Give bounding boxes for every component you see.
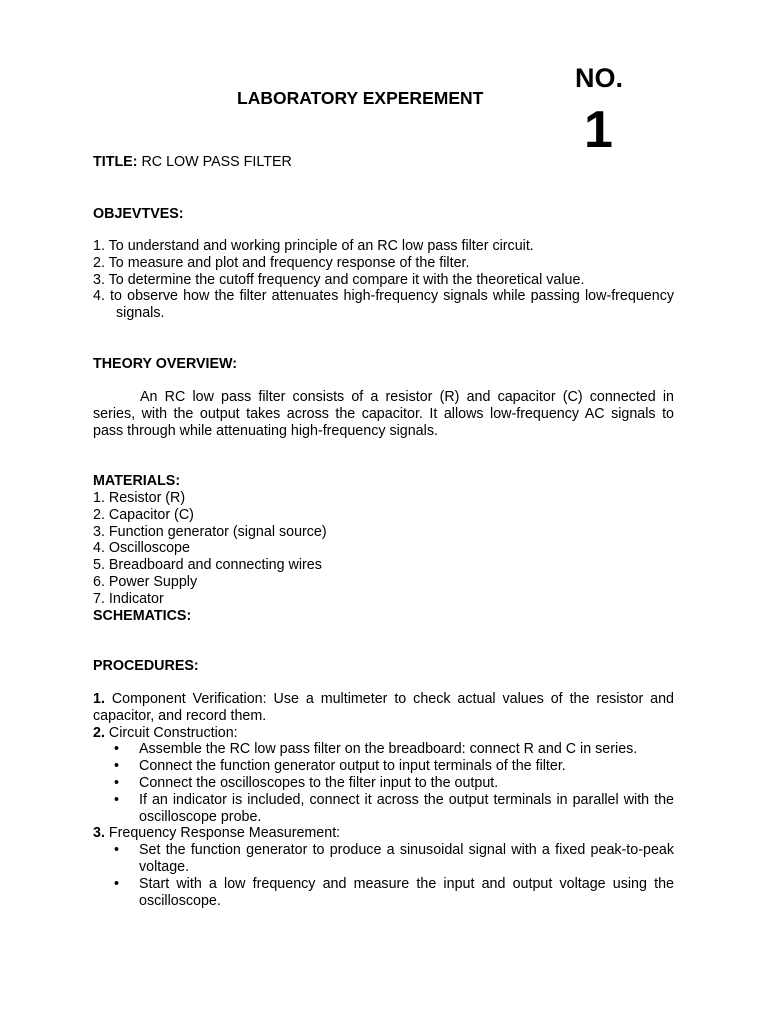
objectives-heading: OBJEVTVES:	[93, 206, 184, 222]
experiment-number-label: NO.	[575, 63, 624, 93]
bullet-text: Assemble the RC low pass filter on the breadboard: connect R and C in series.	[139, 741, 638, 758]
bullet-item	[93, 792, 674, 826]
material-item: 3. Function generator (signal source)	[93, 523, 327, 540]
objectives-list	[93, 238, 674, 322]
step-3-bullets	[93, 842, 674, 909]
document-title: LABORATORY EXPEREMENT	[237, 88, 484, 108]
procedures-heading: PROCEDURES:	[93, 658, 199, 674]
bullet-item	[93, 876, 674, 910]
objective-item: 4. to observe how the filter attenuates high-frequency signals while passing low-frequency signals.	[93, 288, 674, 322]
material-item: 7. Indicator	[93, 590, 164, 607]
title-label: TITLE:	[93, 154, 138, 170]
bullet-item	[93, 775, 674, 792]
procedure-step-2	[93, 725, 674, 742]
step-number: 1.	[93, 691, 105, 707]
step-number: 2.	[93, 724, 105, 741]
material-item: 4. Oscilloscope	[93, 540, 190, 557]
bullet-item	[93, 758, 674, 775]
objective-item: 1. To understand and working principle of an RC low pass filter circuit.	[93, 238, 534, 254]
title-line	[93, 154, 674, 171]
bullet-icon: •	[114, 791, 120, 808]
materials-heading: MATERIALS:	[93, 473, 181, 489]
procedure-step-3	[93, 825, 674, 842]
materials-list	[93, 490, 674, 608]
objective-item: 3. To determine the cutoff frequency and compare it with the theoretical value.	[93, 271, 585, 288]
bullet-item	[93, 741, 674, 758]
bullet-text: Connect the oscilloscopes to the filter input to the output.	[139, 774, 499, 791]
bullet-icon: •	[114, 758, 120, 775]
schematics-heading: SCHEMATICS:	[93, 608, 192, 624]
step-2-bullets	[93, 741, 674, 825]
step-text: Component Verification: Use a multimeter to check actual values of the resistor and capacitor, and record them.	[93, 691, 674, 724]
step-number: 3.	[93, 825, 105, 842]
material-item: 2. Capacitor (C)	[93, 506, 194, 523]
bullet-icon: •	[114, 842, 120, 859]
material-item: 1. Resistor (R)	[93, 490, 186, 506]
step-text: Frequency Response Measurement:	[104, 825, 341, 842]
experiment-number: 1	[584, 101, 613, 159]
step-text: Circuit Construction:	[104, 724, 238, 741]
bullet-item	[93, 842, 674, 876]
theory-paragraph: An RC low pass filter consists of a resistor (R) and capacitor (C) connected in series, with the output takes across the capacitor. It allows low-frequency AC signals to pass through while attenuating high-frequency signals.	[93, 389, 674, 439]
title-value: RC LOW PASS FILTER	[137, 154, 292, 170]
bullet-text: If an indicator is included, connect it across the output terminals in parallel with the oscilloscope probe.	[139, 791, 674, 825]
bullet-text: Start with a low frequency and measure the input and output voltage using the oscilloscope.	[139, 875, 674, 909]
procedures-body	[93, 691, 674, 909]
bullet-icon: •	[114, 875, 120, 892]
material-item: 6. Power Supply	[93, 573, 198, 590]
theory-heading: THEORY OVERVIEW:	[93, 356, 238, 372]
procedure-step-1	[93, 691, 674, 725]
bullet-text: Connect the function generator output to input terminals of the filter.	[139, 758, 566, 775]
bullet-icon: •	[114, 741, 120, 758]
bullet-icon: •	[114, 774, 120, 791]
bullet-text: Set the function generator to produce a sinusoidal signal with a fixed peak-to-peak voltage.	[139, 842, 674, 875]
material-item: 5. Breadboard and connecting wires	[93, 557, 322, 574]
objective-item: 2. To measure and plot and frequency response of the filter.	[93, 254, 470, 271]
